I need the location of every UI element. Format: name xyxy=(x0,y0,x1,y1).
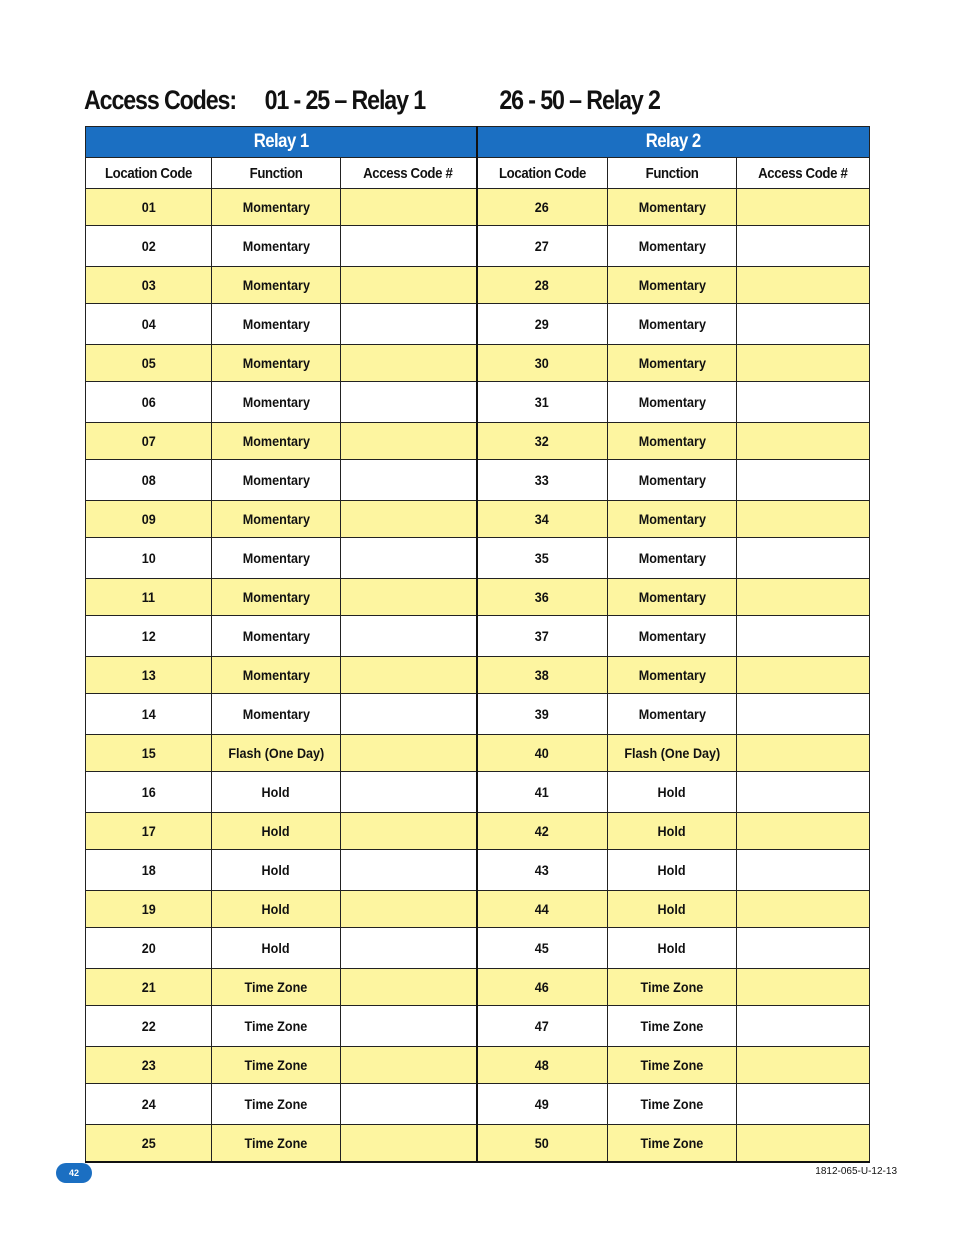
location-code-cell-text: 21 xyxy=(141,979,156,995)
function-cell xyxy=(212,538,341,579)
access-code-cell[interactable] xyxy=(737,189,870,226)
function-cell xyxy=(608,345,737,382)
function-cell xyxy=(608,928,737,969)
column-header-access-code: Access Code # xyxy=(341,158,477,189)
function-cell-text: Flash (One Day) xyxy=(624,745,720,761)
function-cell xyxy=(608,382,737,423)
function-cell-text: Time Zone xyxy=(244,1096,308,1112)
access-code-cell[interactable] xyxy=(341,813,477,850)
location-code-cell xyxy=(477,813,608,850)
location-code-cell xyxy=(86,850,212,891)
function-cell xyxy=(212,304,341,345)
function-cell xyxy=(608,226,737,267)
location-code-cell-text: 50 xyxy=(535,1135,550,1151)
function-cell xyxy=(212,1084,341,1125)
access-code-cell[interactable] xyxy=(737,226,870,267)
location-code-cell-text: 18 xyxy=(141,862,156,878)
column-header-location-code: Location Code xyxy=(477,158,608,189)
function-cell-text: Momentary xyxy=(242,277,310,293)
location-code-cell-text: 17 xyxy=(141,823,156,839)
access-code-cell[interactable] xyxy=(341,345,477,382)
table-row xyxy=(86,928,870,969)
location-code-cell xyxy=(86,735,212,772)
function-cell-text: Momentary xyxy=(638,394,706,410)
access-code-cell[interactable] xyxy=(341,189,477,226)
access-code-cell[interactable] xyxy=(341,538,477,579)
function-cell xyxy=(608,1047,737,1084)
location-code-cell xyxy=(477,850,608,891)
access-code-cell[interactable] xyxy=(341,891,477,928)
function-cell xyxy=(608,1084,737,1125)
function-cell-text: Momentary xyxy=(638,316,706,332)
column-header-location-code: Location Code xyxy=(86,158,212,189)
access-code-cell[interactable] xyxy=(341,304,477,345)
location-code-cell xyxy=(477,267,608,304)
function-cell xyxy=(212,772,341,813)
location-code-cell-text: 36 xyxy=(535,589,550,605)
location-code-cell-text: 04 xyxy=(141,316,156,332)
location-code-cell-text: 07 xyxy=(141,433,156,449)
function-cell-text: Time Zone xyxy=(244,1135,308,1151)
location-code-cell-text: 29 xyxy=(535,316,550,332)
function-cell-text: Momentary xyxy=(638,511,706,527)
location-code-cell xyxy=(477,579,608,616)
location-code-cell xyxy=(86,772,212,813)
function-cell-text: Time Zone xyxy=(640,1057,704,1073)
access-codes-table xyxy=(85,126,870,1163)
function-cell-text: Hold xyxy=(658,823,687,839)
location-code-cell xyxy=(86,928,212,969)
function-cell-text: Hold xyxy=(658,940,687,956)
access-code-cell[interactable] xyxy=(737,616,870,657)
function-cell xyxy=(212,891,341,928)
table-row xyxy=(86,891,870,928)
access-code-cell[interactable] xyxy=(737,694,870,735)
location-code-cell-text: 09 xyxy=(141,511,156,527)
title-relay1-range: 01 - 25 – Relay 1 xyxy=(264,85,426,115)
location-code-cell xyxy=(86,304,212,345)
access-code-cell[interactable] xyxy=(341,1006,477,1047)
function-cell xyxy=(212,423,341,460)
function-cell-text: Momentary xyxy=(242,589,310,605)
function-cell-text: Momentary xyxy=(638,355,706,371)
location-code-cell-text: 46 xyxy=(535,979,550,995)
function-cell-text: Time Zone xyxy=(640,1018,704,1034)
location-code-cell xyxy=(477,501,608,538)
access-code-cell[interactable] xyxy=(737,460,870,501)
access-code-cell[interactable] xyxy=(341,969,477,1006)
access-code-cell[interactable] xyxy=(737,850,870,891)
function-cell-text: Momentary xyxy=(242,199,310,215)
access-code-cell[interactable] xyxy=(737,501,870,538)
access-code-cell[interactable] xyxy=(341,460,477,501)
location-code-cell-text: 34 xyxy=(535,511,550,527)
table-row xyxy=(86,579,870,616)
function-cell-text: Time Zone xyxy=(244,979,308,995)
function-cell-text: Momentary xyxy=(638,199,706,215)
access-code-cell[interactable] xyxy=(341,735,477,772)
function-cell-text: Momentary xyxy=(242,238,310,254)
function-cell xyxy=(212,969,341,1006)
location-code-cell xyxy=(477,616,608,657)
function-cell-text: Hold xyxy=(658,901,687,917)
access-code-cell[interactable] xyxy=(737,267,870,304)
function-cell-text: Momentary xyxy=(242,511,310,527)
table-body xyxy=(86,189,870,1163)
function-cell-text: Hold xyxy=(261,862,290,878)
function-cell xyxy=(608,657,737,694)
function-cell xyxy=(608,772,737,813)
location-code-cell-text: 37 xyxy=(535,628,550,644)
relay-header-row xyxy=(86,127,870,158)
function-cell xyxy=(212,694,341,735)
table-row xyxy=(86,501,870,538)
function-cell-text: Momentary xyxy=(638,628,706,644)
access-code-cell[interactable] xyxy=(737,1006,870,1047)
function-cell-text: Time Zone xyxy=(640,979,704,995)
function-cell xyxy=(212,735,341,772)
access-code-cell[interactable] xyxy=(737,423,870,460)
location-code-cell xyxy=(86,694,212,735)
location-code-cell-text: 19 xyxy=(141,901,156,917)
location-code-cell xyxy=(86,460,212,501)
location-code-cell-text: 13 xyxy=(141,667,156,683)
table-row xyxy=(86,772,870,813)
access-code-cell[interactable] xyxy=(341,226,477,267)
function-cell xyxy=(608,267,737,304)
function-cell-text: Momentary xyxy=(638,550,706,566)
page-number-badge: 42 xyxy=(56,1163,92,1183)
function-cell xyxy=(212,460,341,501)
location-code-cell xyxy=(477,460,608,501)
location-code-cell xyxy=(86,226,212,267)
function-cell-text: Momentary xyxy=(638,238,706,254)
function-cell xyxy=(608,735,737,772)
location-code-cell xyxy=(477,423,608,460)
function-cell-text: Momentary xyxy=(638,706,706,722)
table-row xyxy=(86,460,870,501)
location-code-cell-text: 08 xyxy=(141,472,156,488)
location-code-cell-text: 49 xyxy=(535,1096,550,1112)
location-code-cell xyxy=(477,382,608,423)
location-code-cell xyxy=(86,1125,212,1163)
function-cell-text: Hold xyxy=(658,862,687,878)
location-code-cell-text: 47 xyxy=(535,1018,550,1034)
access-code-cell[interactable] xyxy=(737,891,870,928)
location-code-cell-text: 14 xyxy=(141,706,156,722)
location-code-cell xyxy=(86,616,212,657)
access-code-cell[interactable] xyxy=(341,657,477,694)
function-cell-text: Momentary xyxy=(242,355,310,371)
function-cell xyxy=(608,813,737,850)
access-code-cell[interactable] xyxy=(341,850,477,891)
relay2-header: Relay 2 xyxy=(477,127,870,158)
location-code-cell-text: 33 xyxy=(535,472,550,488)
function-cell-text: Time Zone xyxy=(640,1135,704,1151)
function-cell-text: Momentary xyxy=(242,706,310,722)
location-code-cell-text: 30 xyxy=(535,355,550,371)
function-cell-text: Hold xyxy=(261,784,290,800)
access-code-cell[interactable] xyxy=(737,382,870,423)
access-code-cell[interactable] xyxy=(341,1125,477,1163)
function-cell xyxy=(608,579,737,616)
location-code-cell-text: 10 xyxy=(141,550,156,566)
table-row xyxy=(86,304,870,345)
table-row xyxy=(86,1084,870,1125)
table-row xyxy=(86,382,870,423)
location-code-cell xyxy=(477,189,608,226)
location-code-cell-text: 02 xyxy=(141,238,156,254)
location-code-cell xyxy=(86,345,212,382)
location-code-cell-text: 16 xyxy=(141,784,156,800)
function-cell-text: Momentary xyxy=(242,472,310,488)
location-code-cell xyxy=(86,657,212,694)
location-code-cell-text: 20 xyxy=(141,940,156,956)
access-code-cell[interactable] xyxy=(737,735,870,772)
access-code-cell[interactable] xyxy=(341,1047,477,1084)
function-cell-text: Momentary xyxy=(638,433,706,449)
location-code-cell-text: 40 xyxy=(535,745,550,761)
function-cell xyxy=(212,345,341,382)
location-code-cell-text: 26 xyxy=(535,199,550,215)
table-row xyxy=(86,850,870,891)
access-code-cell[interactable] xyxy=(341,423,477,460)
function-cell-text: Flash (One Day) xyxy=(228,745,324,761)
access-code-cell[interactable] xyxy=(737,1047,870,1084)
location-code-cell-text: 24 xyxy=(141,1096,156,1112)
table-row xyxy=(86,538,870,579)
access-code-cell[interactable] xyxy=(737,579,870,616)
location-code-cell-text: 27 xyxy=(535,238,550,254)
location-code-cell xyxy=(477,226,608,267)
table-row xyxy=(86,423,870,460)
location-code-cell xyxy=(477,1006,608,1047)
function-cell xyxy=(608,1006,737,1047)
access-code-cell[interactable] xyxy=(341,382,477,423)
location-code-cell xyxy=(477,891,608,928)
location-code-cell xyxy=(477,1125,608,1163)
function-cell-text: Momentary xyxy=(638,667,706,683)
location-code-cell xyxy=(477,538,608,579)
function-cell xyxy=(212,189,341,226)
function-cell xyxy=(212,579,341,616)
location-code-cell xyxy=(86,538,212,579)
access-code-cell[interactable] xyxy=(341,501,477,538)
access-code-cell[interactable] xyxy=(341,772,477,813)
table-row xyxy=(86,189,870,226)
function-cell xyxy=(608,460,737,501)
access-code-cell[interactable] xyxy=(737,1084,870,1125)
location-code-cell xyxy=(477,345,608,382)
access-code-cell[interactable] xyxy=(341,928,477,969)
access-code-cell[interactable] xyxy=(737,1125,870,1163)
table-row xyxy=(86,616,870,657)
table-row xyxy=(86,267,870,304)
location-code-cell-text: 43 xyxy=(535,862,550,878)
location-code-cell-text: 28 xyxy=(535,277,550,293)
access-code-cell[interactable] xyxy=(341,694,477,735)
location-code-cell xyxy=(477,694,608,735)
location-code-cell xyxy=(86,579,212,616)
table-row xyxy=(86,813,870,850)
location-code-cell-text: 22 xyxy=(141,1018,156,1034)
function-cell xyxy=(212,501,341,538)
function-cell xyxy=(608,538,737,579)
location-code-cell xyxy=(86,189,212,226)
function-cell-text: Momentary xyxy=(242,316,310,332)
function-cell-text: Time Zone xyxy=(244,1057,308,1073)
function-cell xyxy=(608,694,737,735)
location-code-cell-text: 44 xyxy=(535,901,550,917)
location-code-cell xyxy=(86,382,212,423)
function-cell-text: Time Zone xyxy=(244,1018,308,1034)
function-cell xyxy=(212,616,341,657)
access-code-cell[interactable] xyxy=(737,538,870,579)
location-code-cell xyxy=(477,304,608,345)
access-code-cell[interactable] xyxy=(341,267,477,304)
location-code-cell xyxy=(477,1084,608,1125)
document-number: 1812-065-U-12-13 xyxy=(815,1166,897,1177)
function-cell-text: Momentary xyxy=(242,667,310,683)
function-cell-text: Momentary xyxy=(242,628,310,644)
table-row xyxy=(86,735,870,772)
location-code-cell xyxy=(86,1084,212,1125)
access-code-cell[interactable] xyxy=(737,928,870,969)
access-code-cell[interactable] xyxy=(737,345,870,382)
table-row xyxy=(86,694,870,735)
location-code-cell xyxy=(86,891,212,928)
location-code-cell xyxy=(86,267,212,304)
location-code-cell-text: 31 xyxy=(535,394,550,410)
access-code-cell[interactable] xyxy=(341,579,477,616)
column-header-function: Function xyxy=(212,158,341,189)
location-code-cell-text: 48 xyxy=(535,1057,550,1073)
location-code-cell-text: 15 xyxy=(141,745,156,761)
table-row xyxy=(86,1047,870,1084)
table-row xyxy=(86,1125,870,1163)
function-cell xyxy=(608,423,737,460)
location-code-cell xyxy=(477,735,608,772)
function-cell xyxy=(212,928,341,969)
location-code-cell xyxy=(477,657,608,694)
function-cell-text: Hold xyxy=(261,901,290,917)
function-cell-text: Momentary xyxy=(242,433,310,449)
function-cell xyxy=(212,1047,341,1084)
location-code-cell xyxy=(86,501,212,538)
table-row xyxy=(86,657,870,694)
location-code-cell-text: 12 xyxy=(141,628,156,644)
table-row xyxy=(86,345,870,382)
function-cell-text: Momentary xyxy=(242,394,310,410)
function-cell xyxy=(608,850,737,891)
function-cell xyxy=(608,304,737,345)
function-cell-text: Hold xyxy=(658,784,687,800)
column-header-row xyxy=(86,158,870,189)
location-code-cell xyxy=(477,1047,608,1084)
function-cell xyxy=(212,1125,341,1163)
function-cell xyxy=(608,1125,737,1163)
function-cell xyxy=(212,1006,341,1047)
function-cell xyxy=(608,616,737,657)
column-header-access-code: Access Code # xyxy=(737,158,870,189)
table-row xyxy=(86,226,870,267)
access-code-cell[interactable] xyxy=(737,969,870,1006)
location-code-cell-text: 32 xyxy=(535,433,550,449)
location-code-cell-text: 42 xyxy=(535,823,550,839)
location-code-cell-text: 11 xyxy=(141,589,156,605)
function-cell xyxy=(608,891,737,928)
access-code-cell[interactable] xyxy=(737,813,870,850)
title-access-codes: Access Codes: xyxy=(84,85,236,115)
location-code-cell-text: 39 xyxy=(535,706,550,722)
access-code-cell[interactable] xyxy=(737,657,870,694)
relay1-header: Relay 1 xyxy=(86,127,477,158)
table-row xyxy=(86,1006,870,1047)
location-code-cell-text: 01 xyxy=(141,199,156,215)
location-code-cell-text: 41 xyxy=(535,784,550,800)
function-cell xyxy=(212,267,341,304)
location-code-cell-text: 35 xyxy=(535,550,550,566)
column-header-function: Function xyxy=(608,158,737,189)
location-code-cell xyxy=(477,969,608,1006)
function-cell-text: Hold xyxy=(261,940,290,956)
location-code-cell xyxy=(86,813,212,850)
function-cell xyxy=(608,501,737,538)
function-cell-text: Momentary xyxy=(638,589,706,605)
title-relay2-range: 26 - 50 – Relay 2 xyxy=(499,85,660,115)
function-cell xyxy=(608,189,737,226)
location-code-cell xyxy=(477,772,608,813)
location-code-cell-text: 45 xyxy=(535,940,550,956)
location-code-cell xyxy=(86,1047,212,1084)
function-cell xyxy=(212,226,341,267)
function-cell-text: Momentary xyxy=(638,277,706,293)
access-code-cell[interactable] xyxy=(341,616,477,657)
function-cell xyxy=(212,657,341,694)
function-cell-text: Hold xyxy=(261,823,290,839)
location-code-cell-text: 03 xyxy=(141,277,156,293)
function-cell xyxy=(212,850,341,891)
access-code-cell[interactable] xyxy=(737,772,870,813)
access-code-cell[interactable] xyxy=(341,1084,477,1125)
function-cell xyxy=(212,382,341,423)
access-code-cell[interactable] xyxy=(737,304,870,345)
table-row xyxy=(86,969,870,1006)
location-code-cell xyxy=(86,423,212,460)
function-cell-text: Momentary xyxy=(638,472,706,488)
function-cell-text: Momentary xyxy=(242,550,310,566)
location-code-cell xyxy=(477,928,608,969)
location-code-cell-text: 23 xyxy=(141,1057,156,1073)
location-code-cell-text: 38 xyxy=(535,667,550,683)
function-cell xyxy=(608,969,737,1006)
location-code-cell xyxy=(86,969,212,1006)
function-cell-text: Time Zone xyxy=(640,1096,704,1112)
location-code-cell-text: 06 xyxy=(141,394,156,410)
location-code-cell-text: 05 xyxy=(141,355,156,371)
function-cell xyxy=(212,813,341,850)
location-code-cell-text: 25 xyxy=(141,1135,156,1151)
location-code-cell xyxy=(86,1006,212,1047)
